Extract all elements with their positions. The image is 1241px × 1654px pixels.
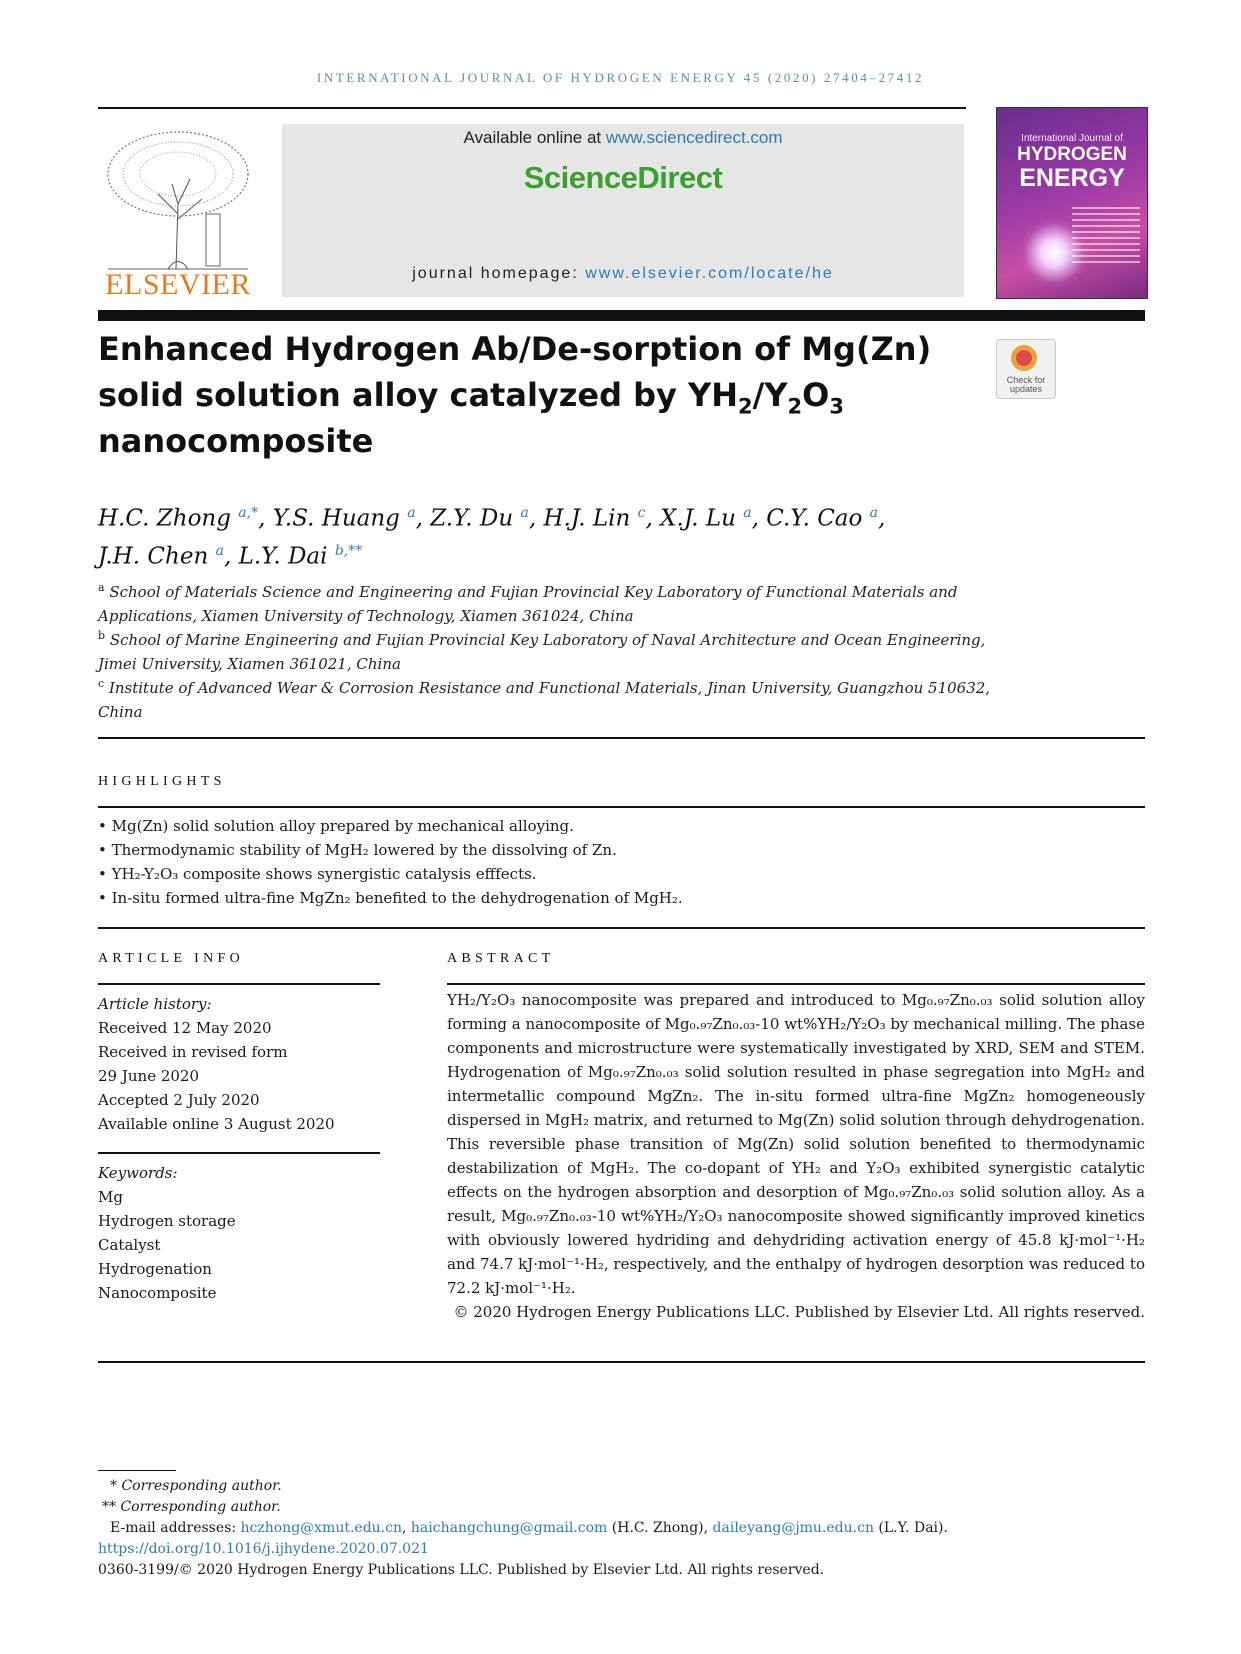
email-separator: ,: [402, 1520, 411, 1536]
email-label: E-mail addresses:: [110, 1520, 241, 1536]
sciencedirect-banner: [282, 124, 964, 297]
title-sub2: 2: [787, 394, 803, 419]
title-sub3: 3: [829, 394, 844, 419]
author-list: H.C. Zhong $^{a,*}$, Y.S. Huang $^a$, Z.Y. Du $^a$, H.J. Lin $^c$, X.J. Lu $^a$, C.Y. Cao $^a$, J.H. Chen $^a$, L.Y. Dai $^{b,**}$: [98, 505, 886, 570]
author-name: C.Y. Cao: [766, 505, 863, 532]
title-divider-bar: [98, 310, 1145, 321]
footnote-rule: [98, 1470, 176, 1471]
history-item: Accepted 2 July 2020: [98, 1091, 260, 1109]
affiliation-c: [98, 672, 998, 724]
highlights-list: [98, 814, 1138, 910]
title-part4: nanocomposite: [98, 422, 374, 460]
highlight-text: In-situ formed ultra-fine MgZn₂ benefited to the dehydrogenation of MgH₂.: [111, 889, 683, 907]
issn-copyright: 0360-3199/© 2020 Hydrogen Energy Publications LLC. Published by Elsevier Ltd. All rights reserved.: [98, 1562, 825, 1578]
keyword-item: Hydrogenation: [98, 1260, 212, 1278]
email-owner: (H.C. Zhong),: [607, 1520, 713, 1536]
author-name: H.J. Lin: [543, 505, 631, 532]
available-online-line: [282, 124, 964, 150]
keywords-label: Keywords:: [98, 1164, 178, 1182]
highlight-item: • Mg(Zn) solid solution alloy prepared by mechanical alloying.: [98, 817, 574, 835]
homepage-prefix: journal homepage:: [412, 265, 586, 282]
cover-title-line1: International Journal of: [1021, 133, 1123, 144]
highlight-item: • In-situ formed ultra-fine MgZn₂ benefited to the dehydrogenation of MgH₂.: [98, 889, 683, 907]
highlight-text: Mg(Zn) solid solution alloy prepared by mechanical alloying.: [111, 817, 574, 835]
history-item: 29 June 2020: [98, 1067, 200, 1085]
title-sub1: 2: [738, 394, 753, 419]
highlights-heading: HIGHLIGHTS: [98, 774, 226, 789]
title-part2: /Y: [752, 376, 788, 414]
corresponding-author-2: ** Corresponding author.: [102, 1499, 281, 1515]
journal-homepage-link[interactable]: www.elsevier.com/locate/he: [585, 265, 834, 282]
cover-title-line3: ENERGY: [1019, 164, 1125, 192]
author-affiliation-mark[interactable]: c: [637, 505, 646, 521]
check-for-updates-button[interactable]: [996, 339, 1056, 399]
affiliation-mark: c: [98, 677, 105, 690]
email-owner: (L.Y. Dai).: [873, 1520, 948, 1536]
author-name: H.C. Zhong: [98, 505, 231, 532]
author-affiliation-mark[interactable]: a: [743, 505, 752, 521]
title-part3: O: [802, 376, 830, 414]
available-prefix: Available online at: [463, 128, 606, 147]
keyword-item: Hydrogen storage: [98, 1212, 236, 1230]
article-history-label: Article history:: [98, 995, 212, 1013]
affiliation-a: [98, 576, 998, 628]
article-info-rule: [98, 983, 380, 985]
email-link[interactable]: daileyang@jmu.edu.cn: [712, 1520, 874, 1536]
affiliation-b: [98, 624, 998, 676]
author-affiliation-mark[interactable]: a: [869, 505, 879, 521]
history-item: Available online 3 August 2020: [98, 1115, 335, 1133]
corresponding-author-1: * Corresponding author.: [110, 1478, 282, 1494]
keyword-item: Catalyst: [98, 1236, 161, 1254]
article-title: [98, 326, 978, 464]
cover-title-line2: HYDROGEN: [1017, 144, 1127, 165]
author-name: Y.S. Huang: [272, 505, 400, 532]
affiliation-text: Institute of Advanced Wear & Corrosion Resistance and Functional Materials, Jinan University, Guangzhou 510632, China: [98, 679, 991, 721]
doi-link[interactable]: https://doi.org/10.1016/j.ijhydene.2020.07.021: [98, 1541, 429, 1557]
history-item: Received in revised form: [98, 1043, 288, 1061]
abstract-bottom-rule: [98, 1361, 1145, 1363]
highlights-bottom-rule: [98, 927, 1145, 929]
affiliation-mark: b: [98, 629, 106, 642]
highlight-item: • Thermodynamic stability of MgH₂ lowered by the dissolving of Zn.: [98, 841, 617, 859]
running-head: INTERNATIONAL JOURNAL OF HYDROGEN ENERGY 45 (2020) 27404–27412: [316, 70, 925, 85]
article-info-heading: ARTICLE INFO: [98, 951, 245, 966]
keywords: [98, 1161, 378, 1305]
abstract-rule: [447, 983, 1145, 985]
affiliations-divider: [98, 737, 1145, 739]
check-updates-icon: [1011, 345, 1037, 371]
highlight-text: YH₂-Y₂O₃ composite shows synergistic catalysis efffects.: [111, 865, 537, 883]
keyword-item: Mg: [98, 1188, 123, 1206]
author-name: J.H. Chen: [98, 543, 209, 570]
author-affiliation-mark[interactable]: a,*: [238, 505, 259, 521]
author-affiliation-mark[interactable]: b,**: [334, 542, 363, 559]
affiliation-text: School of Materials Science and Engineering and Fujian Provincial Key Laboratory of Functional Materials and Applications, Xiamen University of Technology, Xiamen 361024, China: [98, 583, 958, 625]
abstract-text: YH₂/Y₂O₃ nanocomposite was prepared and introduced to Mg₀.₉₇Zn₀.₀₃ solid solution alloy forming a nanocomposite of Mg₀.₉₇Zn₀.₀₃-10 wt%YH₂/Y₂O₃ by mechanical milling. The phase components and microstructure were systematically investigated by XRD, SEM and STEM. Hydrogenation of Mg₀.₉₇Zn₀.₀₃ solid solution resulted in phase segregation into MgH₂ and intermetallic compound MgZn₂. The in-situ formed ultra-fine MgZn₂ homogeneously dispersed in MgH₂ matrix, and returned to Mg(Zn) solid solution through dehydrogenation. This reversible phase transition of Mg(Zn) solid solution benefited to thermodynamic destabilization of MgH₂. The co-dopant of YH₂ and Y₂O₃ exhibited synergistic catalytic effects on the hydrogen absorption and desorption of Mg₀.₉₇Zn₀.₀₃ solid solution alloy. As a result, Mg₀.₉₇Zn₀.₀₃-10 wt%YH₂/Y₂O₃ nanocomposite showed significantly improved kinetics with obviously lowered hydriding and dehydriding activation energy of 45.8 kJ·mol⁻¹·H₂ and 74.7 kJ·mol⁻¹·H₂, respectively, and the enthalpy of hydrogen desorption was reduced to 72.2 kJ·mol⁻¹·H₂.: [447, 991, 1145, 1297]
header-rule: [98, 107, 966, 109]
author-name: X.J. Lu: [660, 505, 736, 532]
author-name: L.Y. Dai: [238, 543, 328, 570]
affiliation-mark: a: [98, 581, 105, 594]
affiliation-text: School of Marine Engineering and Fujian Provincial Key Laboratory of Naval Architecture and Ocean Engineering, Jimei University, Xiamen 361021, China: [98, 631, 986, 673]
footnotes: [98, 1476, 1145, 1581]
email-link[interactable]: hczhong@xmut.edu.cn: [240, 1520, 402, 1536]
article-history: [98, 992, 378, 1136]
author-affiliation-mark[interactable]: a: [520, 505, 529, 521]
journal-homepage-line: [282, 265, 964, 283]
author-affiliation-mark[interactable]: a: [215, 542, 224, 559]
cover-text-lines: [1072, 203, 1140, 267]
highlight-text: Thermodynamic stability of MgH₂ lowered by the dissolving of Zn.: [111, 841, 617, 859]
sciencedirect-logo: ScienceDirect: [523, 160, 723, 195]
keywords-rule: [98, 1152, 380, 1154]
email-link[interactable]: haichangchung@gmail.com: [410, 1520, 608, 1536]
abstract-heading: ABSTRACT: [447, 951, 555, 966]
author-name: Z.Y. Du: [430, 505, 514, 532]
elsevier-wordmark: ELSEVIER: [105, 268, 251, 301]
keyword-item: Nanocomposite: [98, 1284, 217, 1302]
email-addresses: [98, 1518, 1145, 1539]
journal-cover-image: [996, 107, 1148, 299]
abstract-copyright: © 2020 Hydrogen Energy Publications LLC. Published by Elsevier Ltd. All rights reserved.: [453, 1303, 1145, 1321]
highlights-rule: [98, 806, 1145, 808]
title-part1: Enhanced Hydrogen Ab/De-sorption of Mg(Zn) solid solution alloy catalyzed by YH: [98, 330, 932, 414]
sciencedirect-link[interactable]: www.sciencedirect.com: [605, 128, 783, 147]
check-updates-label: Check for updates: [1006, 375, 1046, 394]
history-item: Received 12 May 2020: [98, 1019, 272, 1037]
author-affiliation-mark[interactable]: a: [407, 505, 416, 521]
highlight-item: • YH₂-Y₂O₃ composite shows synergistic catalysis efffects.: [98, 865, 537, 883]
